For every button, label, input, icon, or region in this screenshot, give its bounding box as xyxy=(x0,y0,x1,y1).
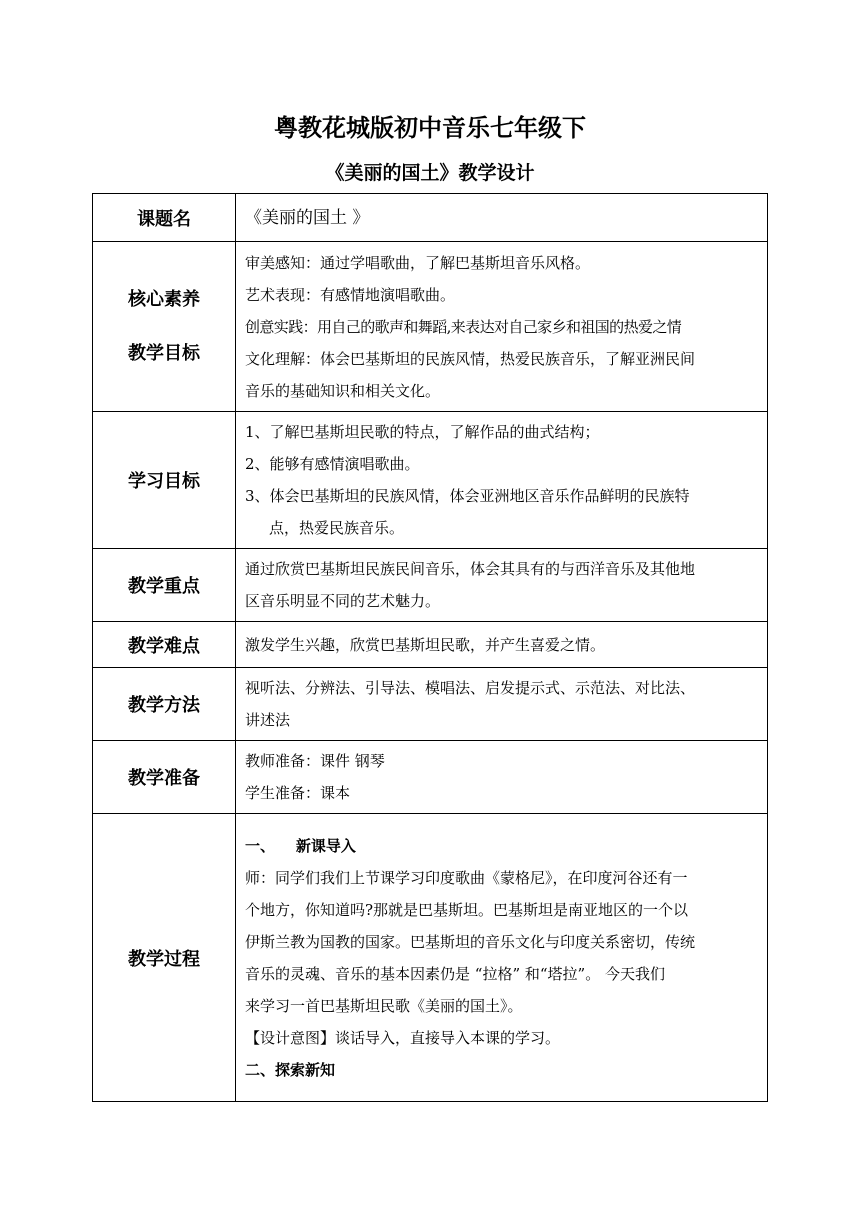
table-row-key xyxy=(93,549,768,622)
label-topic: 课题名 xyxy=(93,194,236,242)
learning-line: 1、了解巴基斯坦民歌的特点，了解作品的曲式结构； xyxy=(245,423,600,441)
process-line: 音乐的灵魂、音乐的基本因素仍是 “拉格” 和“塔拉”。 今天我们 xyxy=(245,964,665,983)
table-row-topic xyxy=(93,194,768,242)
lesson-plan-table xyxy=(92,193,768,1102)
prep-line: 学生准备：课本 xyxy=(245,784,351,802)
value-prep xyxy=(236,741,768,814)
core-line: 音乐的基础知识和相关文化。 xyxy=(245,381,441,400)
label-core xyxy=(93,242,236,412)
label-methods: 教学方法 xyxy=(93,668,236,741)
table-row-core xyxy=(93,242,768,412)
label-core-2: 教学目标 xyxy=(128,342,200,364)
table-row-methods xyxy=(93,668,768,741)
label-prep: 教学准备 xyxy=(93,741,236,814)
value-methods xyxy=(236,668,768,741)
table-row-learning xyxy=(93,412,768,549)
key-line: 通过欣赏巴基斯坦民族民间音乐，体会其具有的与西洋音乐及其他地 xyxy=(245,560,696,578)
label-difficult: 教学难点 xyxy=(93,622,236,668)
learning-line: 2、能够有感情演唱歌曲。 xyxy=(245,455,420,473)
value-core xyxy=(236,242,768,412)
key-line: 区音乐明显不同的艺术魅力。 xyxy=(245,592,441,610)
process-line: 个地方，你知道吗?那就是巴基斯坦。巴基斯坦是南亚地区的一个以 xyxy=(245,900,689,919)
prep-line: 教师准备：课件 钢琴 xyxy=(245,752,385,770)
document-subtitle: 《美丽的国土》教学设计 xyxy=(325,162,535,184)
value-difficult xyxy=(236,622,768,668)
learning-line: 点，热爱民族音乐。 xyxy=(269,519,405,537)
core-line: 创意实践：用自己的歌声和舞蹈,来表达对自己家乡和祖国的热爱之情 xyxy=(245,317,682,336)
label-core-1: 核心素养 xyxy=(128,288,200,310)
process-line: 伊斯兰教为国教的国家。巴基斯坦的音乐文化与印度关系密切，传统 xyxy=(245,932,696,951)
table-row-process xyxy=(93,814,768,1102)
document-title: 粤教花城版初中音乐七年级下 xyxy=(274,114,586,142)
label-learning: 学习目标 xyxy=(93,412,236,549)
value-process xyxy=(236,814,768,1102)
topic-text: 《美丽的国土 》 xyxy=(245,207,370,228)
label-process: 教学过程 xyxy=(93,814,236,1102)
methods-line: 视听法、分辨法、引导法、模唱法、启发提示式、示范法、对比法、 xyxy=(245,679,696,697)
methods-line: 讲述法 xyxy=(245,711,291,729)
core-line: 审美感知：通过学唱歌曲，了解巴基斯坦音乐风格。 xyxy=(245,253,591,272)
value-topic xyxy=(236,194,768,242)
process-line: 【设计意图】谈话导入，直接导入本课的学习。 xyxy=(245,1028,561,1047)
value-learning xyxy=(236,412,768,549)
learning-line: 3、体会巴基斯坦的民族风情，体会亚洲地区音乐作品鲜明的民族特 xyxy=(245,487,690,505)
process-heading-2: 二、探索新知 xyxy=(245,1060,336,1079)
core-line: 文化理解：体会巴基斯坦的民族风情，热爱民族音乐，了解亚洲民间 xyxy=(245,349,696,368)
core-line: 艺术表现：有感情地演唱歌曲。 xyxy=(245,285,456,304)
table-row-difficult xyxy=(93,622,768,668)
process-heading-1: 一、 新课导入 xyxy=(245,836,356,855)
process-line: 师：同学们我们上节课学习印度歌曲《蒙格尼》，在印度河谷还有一 xyxy=(245,868,688,887)
value-key xyxy=(236,549,768,622)
table-row-prep xyxy=(93,741,768,814)
process-line: 来学习一首巴基斯坦民歌《美丽的国土》。 xyxy=(245,996,523,1015)
label-key: 教学重点 xyxy=(93,549,236,622)
difficult-text: 激发学生兴趣，欣赏巴基斯坦民歌，并产生喜爱之情。 xyxy=(245,635,606,654)
